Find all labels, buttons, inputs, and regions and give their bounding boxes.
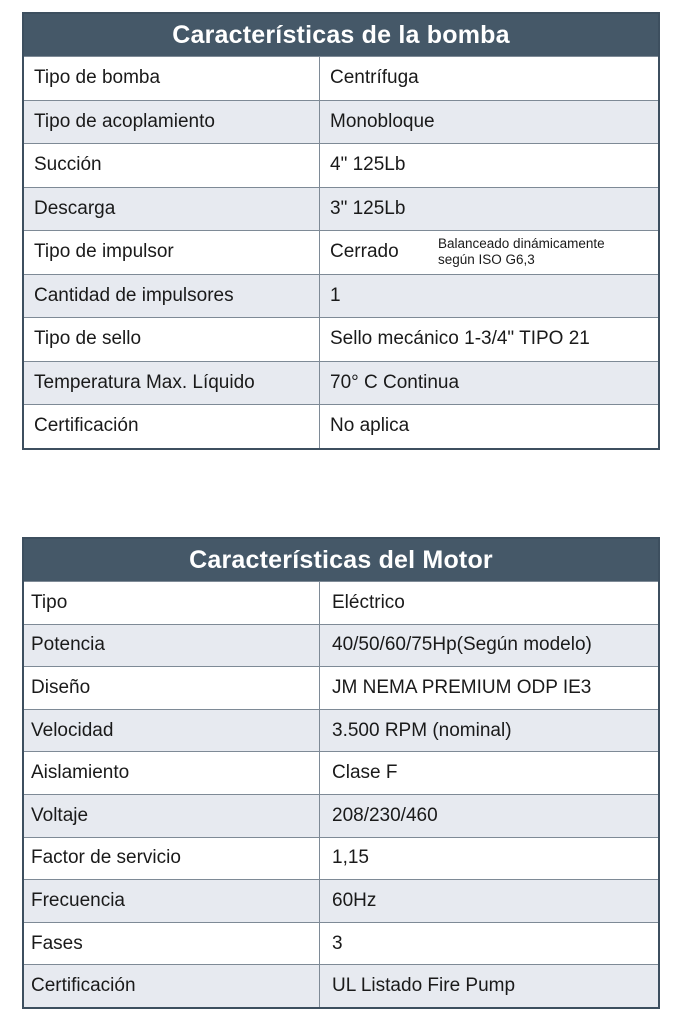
table-row xyxy=(24,187,658,231)
table-row xyxy=(24,624,658,667)
row-value: UL Listado Fire Pump xyxy=(332,975,516,997)
row-value: 3 xyxy=(332,932,343,954)
table-row xyxy=(24,964,658,1007)
table-row xyxy=(24,922,658,965)
row-value: 1,15 xyxy=(332,847,369,869)
impulsor-note-line2: según ISO G6,3 xyxy=(438,252,535,267)
row-value: Sello mecánico 1-3/4" TIPO 21 xyxy=(330,328,590,350)
row-label: Factor de servicio xyxy=(24,838,320,880)
row-label: Diseño xyxy=(24,667,320,709)
row-label: Certificación xyxy=(24,965,320,1007)
row-value: 4" 125Lb xyxy=(330,154,406,176)
table-row xyxy=(24,361,658,405)
row-value: Monobloque xyxy=(330,110,435,132)
row-label: Tipo xyxy=(24,582,320,624)
impulsor-note xyxy=(438,236,605,268)
row-label: Descarga xyxy=(24,188,320,231)
row-value: 60Hz xyxy=(332,889,377,911)
row-label: Certificación xyxy=(24,405,320,448)
row-value-impulsor xyxy=(320,231,658,274)
impulsor-type: Cerrado xyxy=(330,241,399,263)
motor-characteristics-table xyxy=(22,537,660,1009)
row-value: JM NEMA PREMIUM ODP IE3 xyxy=(332,676,592,698)
row-label: Temperatura Max. Líquido xyxy=(24,362,320,405)
table-row xyxy=(24,837,658,880)
row-value: Eléctrico xyxy=(332,591,405,613)
table-row xyxy=(24,879,658,922)
row-label: Tipo de sello xyxy=(24,318,320,361)
table-row xyxy=(24,274,658,318)
row-label: Potencia xyxy=(24,625,320,667)
impulsor-note-line1: Balanceado dinámicamente xyxy=(438,236,605,251)
table-row xyxy=(24,581,658,624)
row-value: Clase F xyxy=(332,762,398,784)
row-label: Aislamiento xyxy=(24,752,320,794)
row-label: Tipo de acoplamiento xyxy=(24,101,320,144)
pump-characteristics-table xyxy=(22,12,660,450)
row-label: Frecuencia xyxy=(24,880,320,922)
table-row xyxy=(24,666,658,709)
row-value: 3.500 RPM (nominal) xyxy=(332,719,512,741)
row-label: Fases xyxy=(24,923,320,965)
pump-table-title: Características de la bomba xyxy=(24,14,658,56)
table-row xyxy=(24,56,658,100)
row-label: Succión xyxy=(24,144,320,187)
row-label: Tipo de impulsor xyxy=(24,231,320,274)
row-label: Voltaje xyxy=(24,795,320,837)
table-row xyxy=(24,404,658,448)
table-row xyxy=(24,317,658,361)
motor-table-title: Características del Motor xyxy=(24,539,658,581)
row-value: 208/230/460 xyxy=(332,804,438,826)
table-row xyxy=(24,230,658,274)
row-value: 70° C Continua xyxy=(330,371,460,393)
row-label: Cantidad de impulsores xyxy=(24,275,320,318)
row-value: No aplica xyxy=(330,415,410,437)
row-value: Centrífuga xyxy=(330,67,419,89)
table-row xyxy=(24,143,658,187)
row-value: 40/50/60/75Hp(Según modelo) xyxy=(332,634,592,656)
row-label: Velocidad xyxy=(24,710,320,752)
table-row xyxy=(24,794,658,837)
row-value: 1 xyxy=(330,284,341,306)
row-value: 3" 125Lb xyxy=(330,197,406,219)
row-label: Tipo de bomba xyxy=(24,57,320,100)
table-row xyxy=(24,709,658,752)
table-row xyxy=(24,100,658,144)
table-row xyxy=(24,751,658,794)
